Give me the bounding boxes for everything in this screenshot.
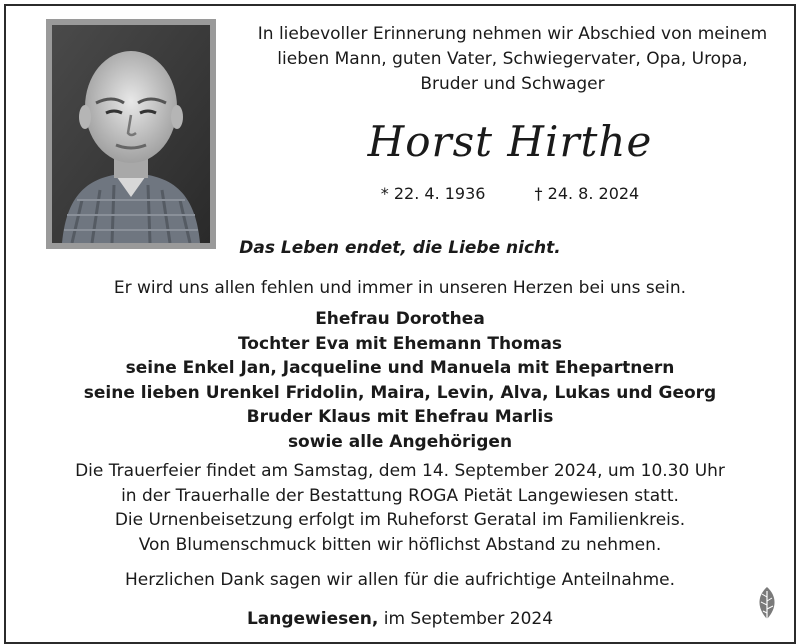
miss-text: Er wird uns allen fehlen und immer in unseren Herzen bei uns sein.	[113, 278, 687, 298]
family-line: Ehefrau Dorothea	[315, 309, 485, 329]
death-date: † 24. 8. 2024	[534, 184, 640, 203]
motto: Das Leben endet, die Liebe nicht.	[239, 238, 561, 258]
birth-date: * 22. 4. 1936	[380, 184, 486, 203]
service-line: Die Urnenbeisetzung erfolgt im Ruheforst Geratal im Familienkreis.	[114, 510, 686, 530]
life-dates	[300, 182, 720, 206]
intro-line: In liebevoller Erinnerung nehmen wir Abschied von meinem	[257, 24, 768, 44]
service-line: in der Trauerhalle der Bestattung ROGA Pietät Langewiesen statt.	[121, 485, 679, 506]
place-town: Langewiesen,	[246, 609, 379, 629]
family-line: Bruder Klaus mit Ehefrau Marlis	[246, 407, 554, 427]
service-line: Die Trauerfeier findet am Samstag, dem 14. September 2024, um 10.30 Uhr	[75, 461, 725, 481]
service-line: Von Blumenschmuck bitten wir höflichst Abstand zu nehmen.	[138, 534, 662, 555]
family-line: seine lieben Urenkel Fridolin, Maira, Levin, Alva, Lukas und Georg	[83, 382, 717, 403]
thanks-text: Herzlichen Dank sagen wir allen für die aufrichtige Anteilnahme.	[124, 570, 676, 590]
family-line: seine Enkel Jan, Jacqueline und Manuela mit Ehepartnern	[125, 358, 675, 378]
deceased-name: Horst Hirthe	[367, 117, 653, 166]
family-line: sowie alle Angehörigen	[287, 431, 513, 452]
intro-line: lieben Mann, guten Vater, Schwiegervater, Opa, Uropa,	[277, 49, 748, 69]
portrait-photo	[46, 19, 216, 249]
service-info	[0, 459, 800, 557]
portrait-image	[52, 25, 210, 243]
intro-text	[240, 22, 785, 97]
place-date	[0, 607, 800, 631]
leaf-icon	[754, 585, 780, 627]
family-line: Tochter Eva mit Ehemann Thomas	[237, 333, 563, 354]
intro-line: Bruder und Schwager	[420, 74, 605, 94]
family-list	[0, 307, 800, 454]
place-month: im September 2024	[378, 609, 554, 629]
